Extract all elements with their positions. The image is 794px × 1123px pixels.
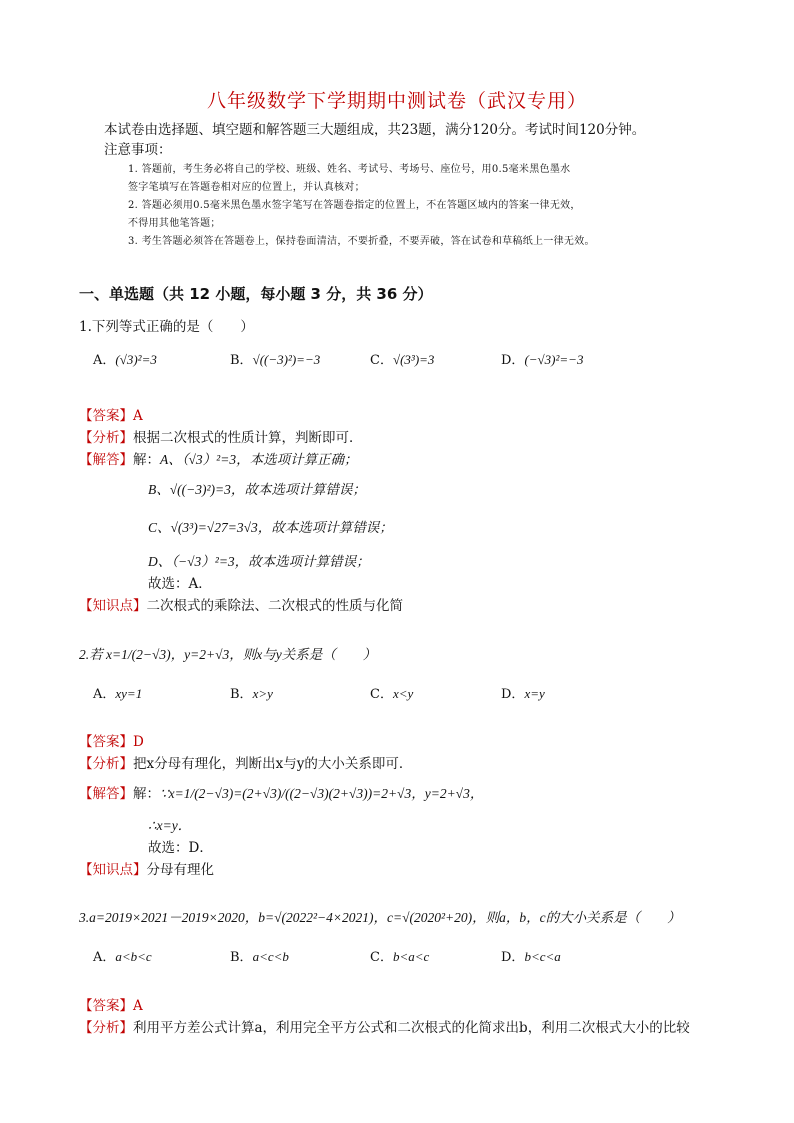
solution-final: 故选：D． (148, 840, 213, 856)
option-math: (√3)²=3 (115, 352, 157, 367)
note-line: 不得用其他笔答题； (128, 218, 221, 229)
q2-option-b (230, 683, 273, 702)
q2-option-d (501, 683, 545, 702)
option-label: B． (230, 353, 253, 368)
solution-intro: 解： (133, 786, 160, 802)
solution-label: 【解答】 (79, 452, 133, 468)
solution-intro: 解： (133, 452, 160, 468)
answer-label: 【答案】 (79, 408, 133, 424)
q1-knowledge (79, 594, 403, 614)
q1-answer (79, 404, 143, 424)
q3-option-c (370, 946, 429, 965)
answer-value: D (133, 734, 144, 750)
q2-solution (79, 782, 483, 802)
option-label: A． (93, 950, 116, 965)
q1-option-c (370, 349, 434, 368)
option-math: a<c<b (252, 949, 289, 964)
q1-option-a (93, 349, 157, 368)
note-line: 1. 答题前，考生务必将自己的学校、班级、姓名、考试号、考场号、座位号，用0.5毫米黑色墨水 (128, 164, 571, 175)
option-label: D． (501, 353, 525, 368)
q1-option-d (501, 349, 583, 368)
option-math: x<y (392, 686, 414, 701)
page-title: 八年级数学下学期期中测试卷（武汉专用） (206, 90, 587, 112)
q2-option-a (93, 683, 142, 702)
option-label: C． (370, 950, 393, 965)
q3-option-d (501, 946, 561, 965)
option-math: √((−3)²)=−3 (252, 352, 321, 367)
option-math: xy=1 (115, 686, 143, 701)
analysis-label: 【分析】 (79, 1020, 133, 1036)
option-math: (−√3)²=−3 (524, 352, 584, 367)
option-label: B． (230, 950, 253, 965)
q3-answer (79, 994, 143, 1014)
question-3-stem: 3.a=2019×2021－2019×2020，b=√(2022²−4×2021)，c=√(2020²+20)，则a，b，c的大小关系是（ ） (79, 910, 681, 925)
answer-label: 【答案】 (79, 734, 133, 750)
solution-step: B、√((−3)²)=3，故本选项计算错误； (148, 482, 366, 497)
knowledge-text: 二次根式的乘除法、二次根式的性质与化简 (146, 598, 403, 614)
intro-text: 本试卷由选择题、填空题和解答题三大题组成，共23题，满分120分。考试时间120分钟。 (104, 122, 646, 138)
answer-value: A (133, 408, 143, 424)
q1-option-b (230, 349, 320, 368)
solution-final: 故选：A． (148, 576, 212, 592)
knowledge-label: 【知识点】 (79, 598, 147, 614)
option-math: √(3³)=3 (392, 352, 435, 367)
analysis-text: 根据二次根式的性质计算，判断即可． (133, 430, 363, 446)
analysis-label: 【分析】 (79, 756, 133, 772)
option-math: x>y (252, 686, 273, 701)
q3-option-a (93, 946, 152, 965)
option-label: C． (370, 353, 393, 368)
analysis-label: 【分析】 (79, 430, 133, 446)
knowledge-text: 分母有理化 (146, 862, 214, 878)
option-label: D． (501, 687, 525, 702)
solution-step: A、（√3）²=3，本选项计算正确； (160, 452, 358, 467)
solution-label: 【解答】 (79, 786, 133, 802)
note-line: 2. 答题必须用0.5毫米黑色墨水签字笔写在答题卷指定的位置上，不在答题区域内的答案一律无效， (128, 200, 581, 211)
q3-analysis (79, 1016, 690, 1036)
option-math: b<c<a (524, 949, 561, 964)
solution-step: C、√(3³)=√27=3√3，故本选项计算错误； (148, 520, 393, 535)
question-2-stem: 2.若 x=1/(2−√3)，y=2+√3，则x与y关系是（ ） (79, 647, 377, 662)
solution-step: ∴x=y． (148, 818, 192, 833)
q3-option-b (230, 946, 289, 965)
note-line: 3. 考生答题必须答在答题卷上，保持卷面清洁，不要折叠，不要弄破，答在试卷和草稿纸上一律无效。 (128, 236, 595, 247)
q2-knowledge (79, 858, 214, 878)
note-line: 签字笔填写在答题卷相对应的位置上，并认真核对； (128, 182, 365, 193)
solution-step: ∵x=1/(2−√3)=(2+√3)/((2−√3)(2+√3))=2+√3，y=2+√3， (160, 786, 484, 801)
analysis-text: 把x分母有理化，判断出x与y的大小关系即可． (133, 756, 413, 772)
option-label: A． (93, 353, 116, 368)
analysis-text: 利用平方差公式计算a，利用完全平方公式和二次根式的化简求出b，利用二次根式大小的比较 (133, 1020, 690, 1036)
notes-heading: 注意事项： (104, 142, 172, 158)
q1-solution (79, 448, 358, 468)
option-math: b<a<c (392, 949, 430, 964)
solution-step: D、（−√3）²=3，故本选项计算错误； (148, 554, 370, 569)
question-1-stem: 1.下列等式正确的是（ ） (79, 319, 254, 335)
option-label: D． (501, 950, 525, 965)
option-label: B． (230, 687, 253, 702)
answer-value: A (133, 998, 143, 1014)
q2-analysis (79, 752, 412, 772)
section-heading: 一、单选题（共 12 小题，每小题 3 分，共 36 分） (79, 285, 433, 303)
q2-answer (79, 730, 144, 750)
option-label: C． (370, 687, 393, 702)
knowledge-label: 【知识点】 (79, 862, 147, 878)
option-label: A． (93, 687, 116, 702)
option-math: x=y (524, 686, 545, 701)
q1-analysis (79, 426, 363, 446)
option-math: a<b<c (115, 949, 152, 964)
answer-label: 【答案】 (79, 998, 133, 1014)
q2-option-c (370, 683, 413, 702)
